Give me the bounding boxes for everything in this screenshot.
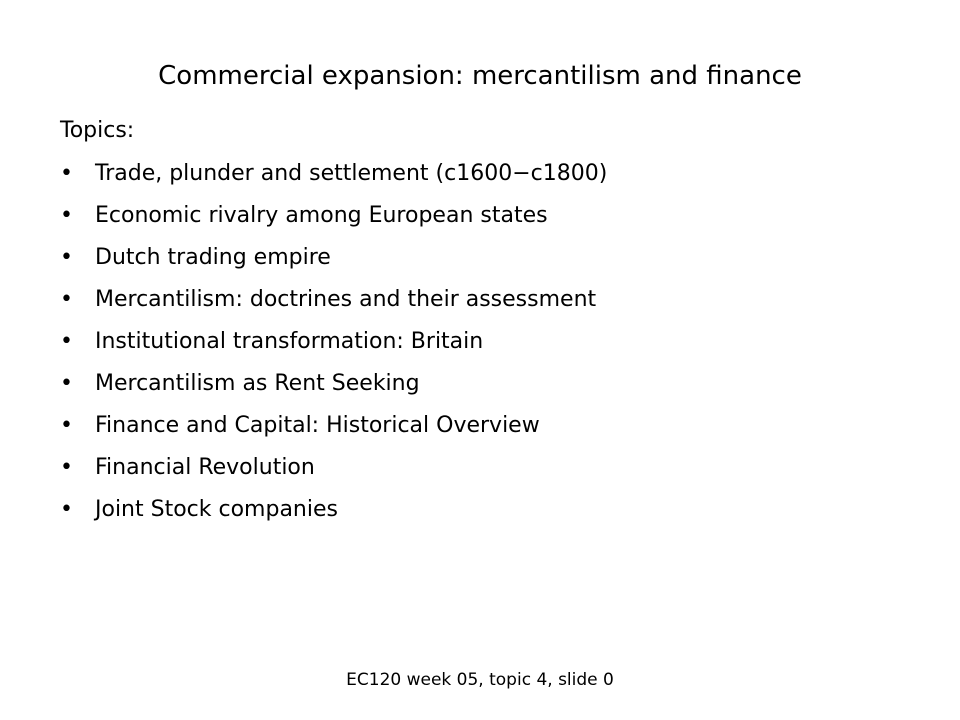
bullet-icon: •	[60, 371, 73, 396]
topic-text: Mercantilism as Rent Seeking	[95, 371, 420, 396]
slide-title: Commercial expansion: mercantilism and finance	[158, 61, 802, 91]
bullet-icon: •	[60, 245, 73, 270]
topic-text: Financial Revolution	[95, 455, 315, 480]
topic-text: Joint Stock companies	[95, 497, 338, 522]
topic-text: Trade, plunder and settlement (c1600−c1800)	[95, 161, 608, 186]
bullet-icon: •	[60, 329, 73, 354]
bullet-icon: •	[60, 287, 73, 312]
topics-heading: Topics:	[60, 118, 135, 143]
bullet-icon: •	[60, 455, 73, 480]
topic-text: Institutional transformation: Britain	[95, 329, 484, 354]
bullet-icon: •	[60, 203, 73, 228]
bullet-icon: •	[60, 497, 73, 522]
bullet-icon: •	[60, 161, 73, 186]
topic-text: Economic rivalry among European states	[95, 203, 548, 228]
topic-text: Finance and Capital: Historical Overview	[95, 413, 540, 438]
bullet-icon: •	[60, 413, 73, 438]
topic-text: Mercantilism: doctrines and their assessment	[95, 287, 597, 312]
slide-footer: EC120 week 05, topic 4, slide 0	[346, 670, 614, 690]
topic-text: Dutch trading empire	[95, 245, 331, 270]
